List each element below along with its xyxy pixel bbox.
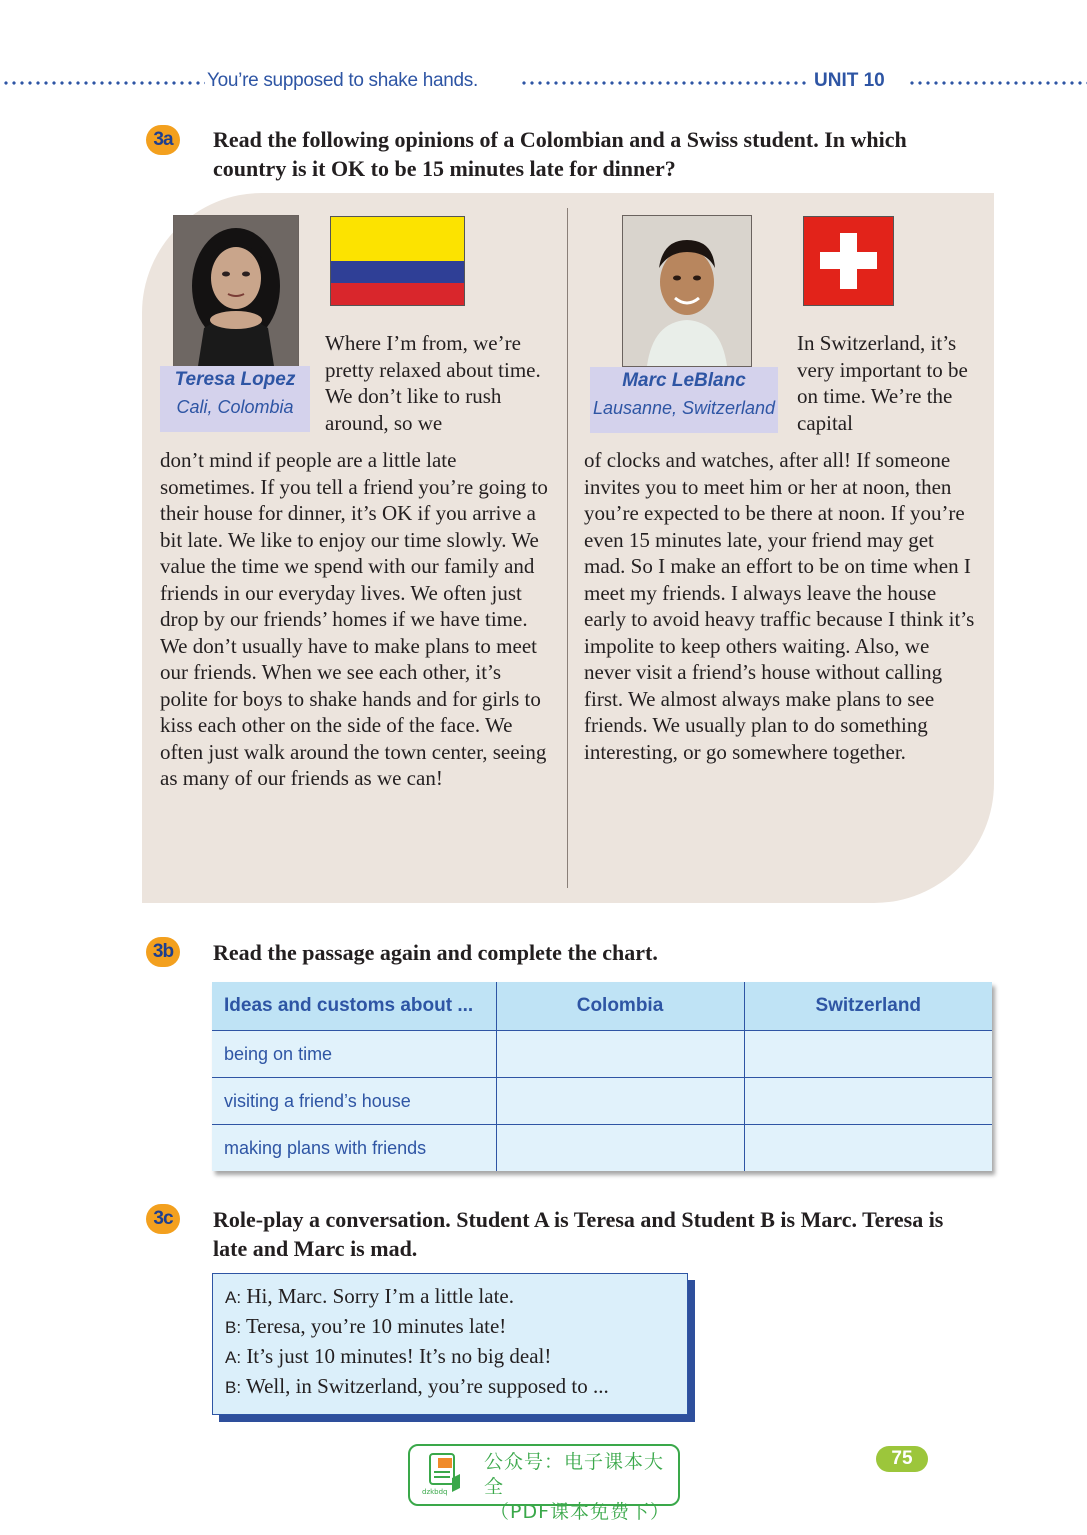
colombia-flag-icon [330, 216, 465, 306]
conversation-line [225, 1312, 609, 1342]
header-dots-right [908, 81, 1087, 85]
chart-row-label: making plans with friends [212, 1125, 496, 1172]
speaker-label: B: [225, 1378, 242, 1397]
chart-row-label: being on time [212, 1031, 496, 1078]
marc-body-text: of clocks and watches, after all! If someone invites you to meet him or her at noon, then you’re expected to be there at noon. If you’re even 15 minutes late, your friend may get mad. So I make an effort to be on time when I meet my friends. I always leave the house early to avoid heavy traffic because I think it’s impolite to keep others waiting. Also, we never visit a friend’s house without calling first. We almost always make plans to see friends. We usually plan to do something interesting, or go somewhere together. [584, 448, 975, 764]
activity-badge-3a: 3a [146, 125, 180, 155]
conversation-line [225, 1372, 609, 1402]
speaker-label: B: [225, 1318, 242, 1337]
chart-cell-switzerland[interactable] [744, 1125, 992, 1172]
header-dots-left [2, 81, 205, 85]
watermark-icon-text: dzkbdq [422, 1488, 448, 1496]
unit-label: UNIT 10 [814, 70, 885, 91]
watermark-line-1: 公众号：电子课本大全 [484, 1451, 665, 1498]
teresa-place: Cali, Colombia [176, 397, 294, 417]
switzerland-flag-icon [803, 216, 894, 306]
marc-photo [622, 215, 752, 367]
table-row [212, 1125, 992, 1172]
line-text: It’s just 10 minutes! It’s no big deal! [246, 1344, 552, 1368]
marc-caption [590, 367, 778, 433]
instruction-3c: Role-play a conversation. Student A is Teresa and Student B is Marc. Teresa is late and Marc is mad. [213, 1207, 944, 1261]
column-divider [567, 208, 568, 888]
teresa-intro-text: Where I’m from, we’re pretty relaxed about time. We don’t like to rush around, so we [325, 331, 541, 435]
chart-header-colombia: Colombia [496, 982, 744, 1031]
watermark-text [484, 1450, 678, 1525]
conversation-line [225, 1282, 609, 1312]
chart-header-ideas: Ideas and customs about ... [212, 982, 496, 1031]
marc-intro-text: In Switzerland, it’s very important to be on time. We’re the capital [797, 331, 968, 435]
chart-cell-colombia[interactable] [496, 1125, 744, 1172]
chart-cell-colombia[interactable] [496, 1078, 744, 1125]
marc-place: Lausanne, Switzerland [592, 398, 776, 418]
instruction-3b: Read the passage again and complete the chart. [213, 940, 658, 965]
conversation-box [212, 1273, 688, 1415]
page-header [0, 70, 1087, 94]
comparison-chart [212, 982, 992, 1171]
table-row [212, 1031, 992, 1078]
watermark-badge [408, 1444, 680, 1523]
marc-name: Marc LeBlanc [622, 370, 746, 391]
teresa-body-text: don’t mind if people are a little late sometimes. If you tell a friend you’re going to their house for dinner, it’s OK if you arrive a bit late. We like to enjoy our time slowly. We value the time we spend with our family and friends in our everyday lives. We often just drop by our friends’ homes if we have time. We don’t usually have to make plans to meet our friends. When we see each other, it’s polite for boys to shake hands and for girls to kiss each other on the side of the face. We often just walk around the town center, seeing as many of our friends as we can! [160, 448, 548, 790]
activity-badge-3b: 3b [146, 937, 180, 967]
line-text: Teresa, you’re 10 minutes late! [245, 1314, 507, 1338]
header-dots-middle [520, 81, 810, 85]
line-text: Well, in Switzerland, you’re supposed to ... [245, 1374, 609, 1398]
teresa-caption [160, 366, 310, 432]
chart-header-row [212, 982, 992, 1031]
speaker-label: A: [225, 1288, 242, 1307]
speaker-label: A: [225, 1348, 242, 1367]
chart-cell-switzerland[interactable] [744, 1078, 992, 1125]
header-title: You’re supposed to shake hands. [207, 70, 478, 91]
activity-badge-3c: 3c [146, 1204, 180, 1234]
page-number: 75 [876, 1446, 928, 1472]
teresa-name: Teresa Lopez [174, 369, 296, 390]
chart-row-label: visiting a friend’s house [212, 1078, 496, 1125]
chart-header-switzerland: Switzerland [744, 982, 992, 1031]
chart-cell-switzerland[interactable] [744, 1031, 992, 1078]
line-text: Hi, Marc. Sorry I’m a little late. [246, 1284, 514, 1308]
instruction-3a: Read the following opinions of a Colombian and a Swiss student. In which country is it OK to be 15 minutes late for dinner? [213, 127, 907, 181]
table-row [212, 1078, 992, 1125]
teresa-photo [173, 215, 299, 367]
chart-cell-colombia[interactable] [496, 1031, 744, 1078]
conversation-line [225, 1342, 609, 1372]
watermark-line-2: （PDF课本免费下） [490, 1501, 671, 1523]
